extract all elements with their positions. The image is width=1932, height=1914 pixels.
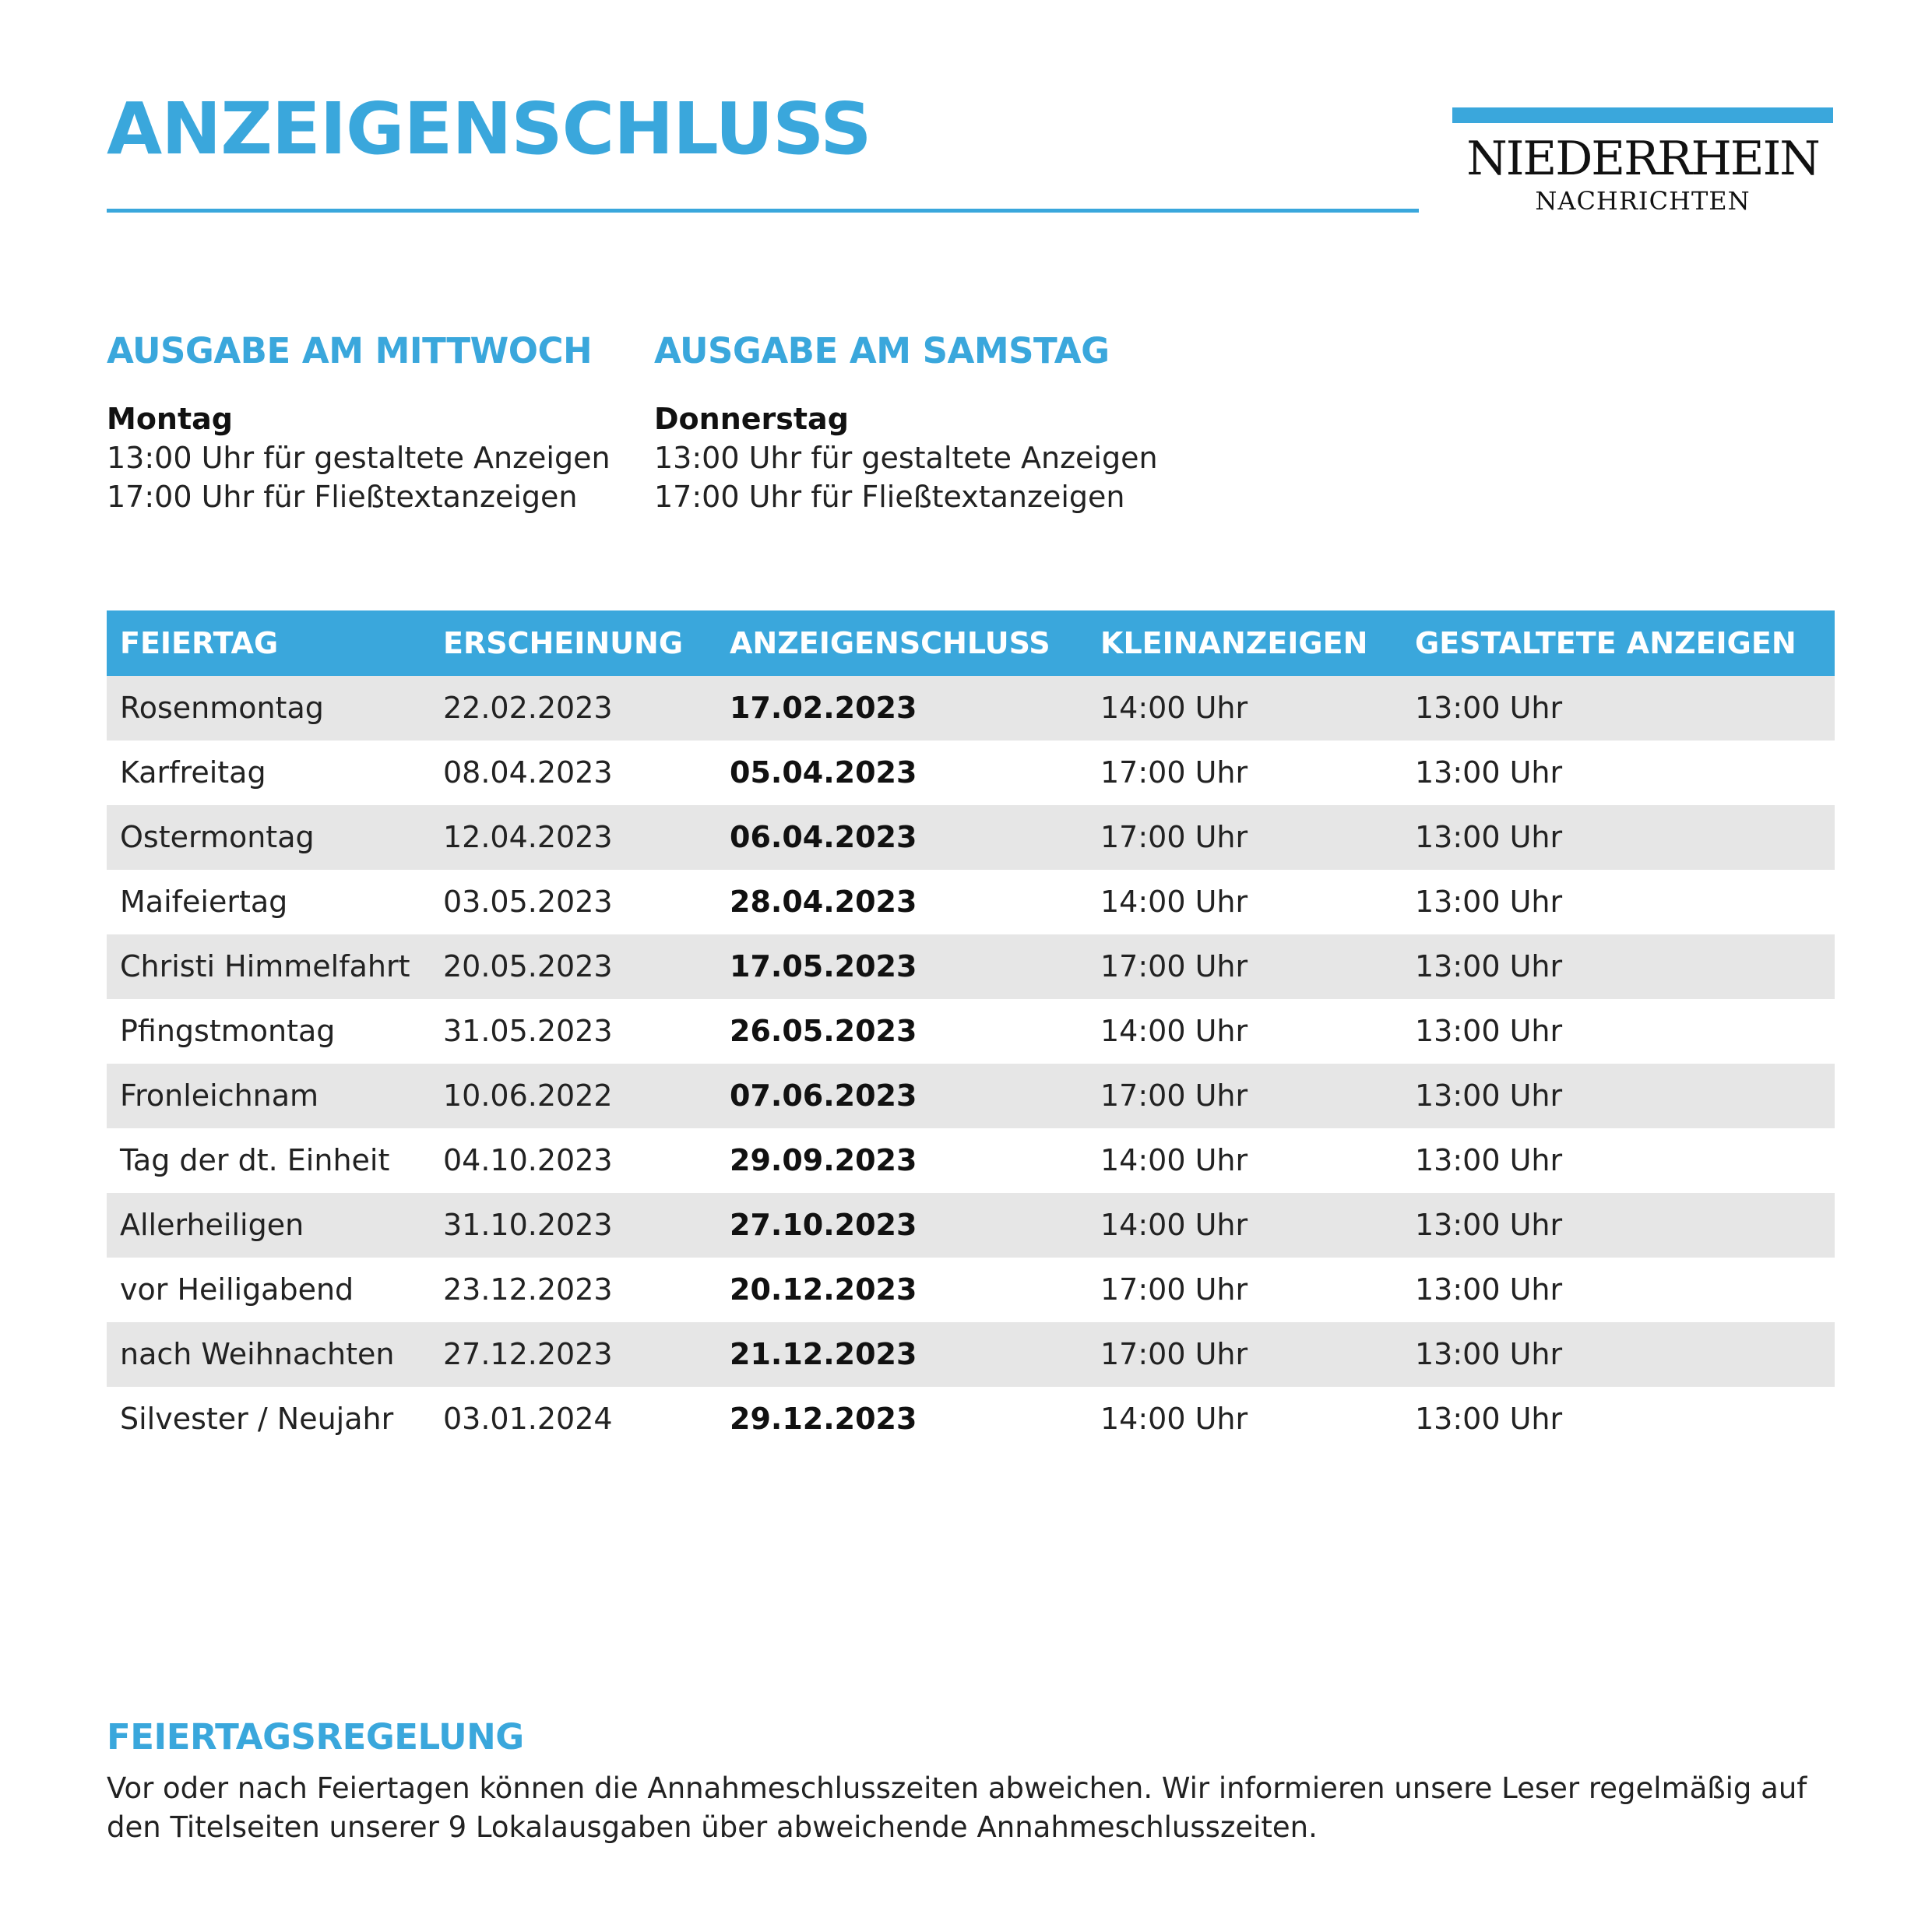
classifieds-time-cell: 14:00 Uhr — [1100, 1014, 1248, 1048]
deadline-date-cell: 06.04.2023 — [730, 820, 917, 854]
classifieds-time-cell: 17:00 Uhr — [1100, 1272, 1248, 1307]
designed-ads-time-cell: 13:00 Uhr — [1415, 949, 1563, 983]
classifieds-time-cell: 14:00 Uhr — [1100, 1402, 1248, 1436]
designed-ads-time-cell: 13:00 Uhr — [1415, 1014, 1563, 1048]
publication-date-cell: 31.10.2023 — [443, 1208, 613, 1242]
table-body — [107, 676, 1835, 1451]
publication-date-cell: 22.02.2023 — [443, 691, 613, 725]
page-title: ANZEIGENSCHLUSS — [107, 87, 871, 171]
table-row — [107, 999, 1835, 1064]
table-row — [107, 1387, 1835, 1451]
designed-ads-time-cell: 13:00 Uhr — [1415, 1208, 1563, 1242]
edition-deadline-line: 17:00 Uhr für Fließtextanzeigen — [654, 480, 1125, 514]
holiday-cell: vor Heiligabend — [120, 1272, 354, 1307]
publication-date-cell: 04.10.2023 — [443, 1143, 613, 1177]
edition-deadline-line: 13:00 Uhr für gestaltete Anzeigen — [107, 441, 611, 475]
table-row — [107, 1064, 1835, 1128]
logo-accent-bar — [1452, 107, 1833, 123]
logo-wordmark: NIEDERRHEIN — [1466, 132, 1819, 186]
edition-wednesday — [107, 330, 611, 516]
table-row — [107, 1128, 1835, 1193]
edition-deadline-line: 13:00 Uhr für gestaltete Anzeigen — [654, 441, 1158, 475]
column-header-holiday: FEIERTAG — [120, 626, 279, 660]
deadline-date-cell: 17.05.2023 — [730, 949, 917, 983]
holiday-rule-text: Vor oder nach Feiertagen können die Annahmeschlusszeiten abweichen. Wir informieren unsere Leser regelmäßig auf den Titelseiten unserer 9 Lokalausgaben über abweichende Annahmeschlusszeiten. — [107, 1772, 1807, 1844]
holiday-cell: nach Weihnachten — [120, 1337, 395, 1371]
holiday-cell: Allerheiligen — [120, 1208, 304, 1242]
table-row — [107, 870, 1835, 934]
deadline-date-cell: 21.12.2023 — [730, 1337, 917, 1371]
designed-ads-time-cell: 13:00 Uhr — [1415, 755, 1563, 790]
publication-date-cell: 10.06.2022 — [443, 1078, 613, 1113]
edition-heading: AUSGABE AM SAMSTAG — [654, 330, 1110, 371]
deadline-date-cell: 28.04.2023 — [730, 885, 917, 919]
column-header-deadline: ANZEIGENSCHLUSS — [730, 626, 1050, 660]
holiday-cell: Rosenmontag — [120, 691, 324, 725]
deadline-date-cell: 20.12.2023 — [730, 1272, 917, 1307]
table-row — [107, 934, 1835, 999]
classifieds-time-cell: 17:00 Uhr — [1100, 1337, 1248, 1371]
holiday-cell: Maifeiertag — [120, 885, 288, 919]
table-row — [107, 805, 1835, 870]
deadline-date-cell: 05.04.2023 — [730, 755, 917, 790]
table-header-row — [107, 610, 1835, 676]
deadline-date-cell: 07.06.2023 — [730, 1078, 917, 1113]
holiday-deadline-table — [107, 610, 1835, 1451]
holiday-cell: Ostermontag — [120, 820, 315, 854]
designed-ads-time-cell: 13:00 Uhr — [1415, 1402, 1563, 1436]
logo-subline: NACHRICHTEN — [1535, 186, 1751, 216]
designed-ads-time-cell: 13:00 Uhr — [1415, 1143, 1563, 1177]
column-header-designed-ads: GESTALTETE ANZEIGEN — [1415, 626, 1797, 660]
classifieds-time-cell: 17:00 Uhr — [1100, 820, 1248, 854]
edition-deadline-line: 17:00 Uhr für Fließtextanzeigen — [107, 480, 578, 514]
publication-date-cell: 27.12.2023 — [443, 1337, 613, 1371]
publication-date-cell: 03.05.2023 — [443, 885, 613, 919]
title-underline — [107, 209, 1419, 213]
deadline-date-cell: 26.05.2023 — [730, 1014, 917, 1048]
deadline-date-cell: 27.10.2023 — [730, 1208, 917, 1242]
classifieds-time-cell: 14:00 Uhr — [1100, 885, 1248, 919]
edition-heading: AUSGABE AM MITTWOCH — [107, 330, 593, 371]
table-row — [107, 1193, 1835, 1258]
holiday-cell: Pfingstmontag — [120, 1014, 336, 1048]
classifieds-time-cell: 14:00 Uhr — [1100, 1208, 1248, 1242]
classifieds-time-cell: 17:00 Uhr — [1100, 1078, 1248, 1113]
column-header-publication: ERSCHEINUNG — [443, 626, 684, 660]
publication-date-cell: 31.05.2023 — [443, 1014, 613, 1048]
column-header-classifieds: KLEINANZEIGEN — [1100, 626, 1368, 660]
holiday-cell: Fronleichnam — [120, 1078, 319, 1113]
publication-date-cell: 08.04.2023 — [443, 755, 613, 790]
holiday-rule-heading: FEIERTAGSREGELUNG — [107, 1716, 524, 1757]
designed-ads-time-cell: 13:00 Uhr — [1415, 820, 1563, 854]
deadline-date-cell: 29.12.2023 — [730, 1402, 917, 1436]
deadline-date-cell: 29.09.2023 — [730, 1143, 917, 1177]
classifieds-time-cell: 14:00 Uhr — [1100, 1143, 1248, 1177]
designed-ads-time-cell: 13:00 Uhr — [1415, 1078, 1563, 1113]
designed-ads-time-cell: 13:00 Uhr — [1415, 885, 1563, 919]
table-row — [107, 1322, 1835, 1387]
brand-logo — [1452, 107, 1833, 216]
holiday-cell: Christi Himmelfahrt — [120, 949, 410, 983]
table-row — [107, 676, 1835, 741]
designed-ads-time-cell: 13:00 Uhr — [1415, 691, 1563, 725]
publication-date-cell: 03.01.2024 — [443, 1402, 613, 1436]
table-row — [107, 741, 1835, 805]
classifieds-time-cell: 17:00 Uhr — [1100, 755, 1248, 790]
edition-deadline-day: Donnerstag — [654, 402, 849, 436]
holiday-cell: Tag der dt. Einheit — [120, 1143, 390, 1177]
holiday-cell: Silvester / Neujahr — [120, 1402, 394, 1436]
edition-deadline-day: Montag — [107, 402, 233, 436]
publication-date-cell: 12.04.2023 — [443, 820, 613, 854]
publication-date-cell: 23.12.2023 — [443, 1272, 613, 1307]
edition-saturday — [654, 330, 1158, 516]
classifieds-time-cell: 14:00 Uhr — [1100, 691, 1248, 725]
publication-date-cell: 20.05.2023 — [443, 949, 613, 983]
deadline-date-cell: 17.02.2023 — [730, 691, 917, 725]
designed-ads-time-cell: 13:00 Uhr — [1415, 1337, 1563, 1371]
designed-ads-time-cell: 13:00 Uhr — [1415, 1272, 1563, 1307]
holiday-cell: Karfreitag — [120, 755, 266, 790]
table-row — [107, 1258, 1835, 1322]
classifieds-time-cell: 17:00 Uhr — [1100, 949, 1248, 983]
